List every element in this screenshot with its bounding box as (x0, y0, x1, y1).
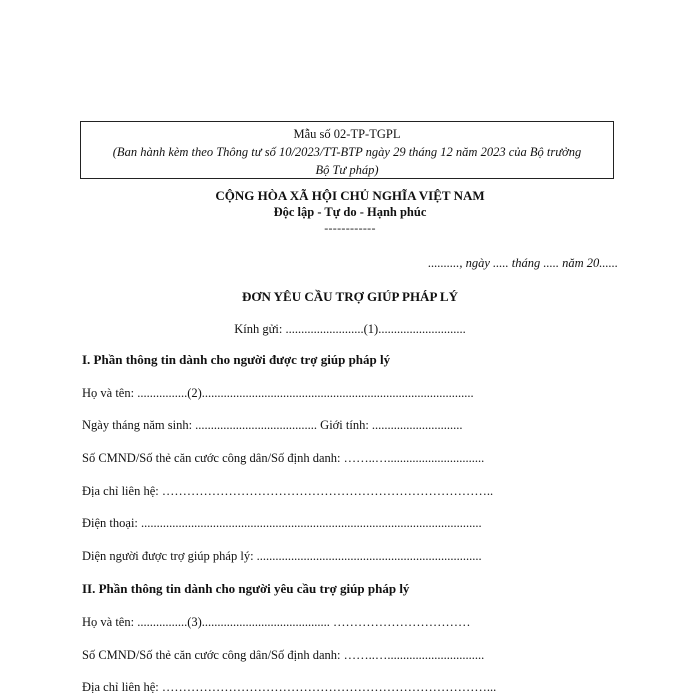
section2-id-number-field: Số CMND/Số thẻ căn cước công dân/Số định danh: ……..…............................... (82, 648, 485, 662)
section2-title: II. Phần thông tin dành cho người yêu cầu trợ giúp pháp lý (82, 581, 410, 596)
country-name: CỘNG HÒA XÃ HỘI CHỦ NGHĨA VIỆT NAM (215, 188, 485, 203)
section2-full-name-field: Họ và tên: ................(3)......................................... …………………………… (82, 615, 471, 629)
section1-address-field: Địa chỉ liên hệ: …………………………………………………………………….. (82, 484, 494, 498)
section1-birth-gender-field: Ngày tháng năm sinh: ....................................... Giới tính: ............................. (82, 418, 463, 432)
section1-full-name-field: Họ và tên: ................(2)....................................................................................... (82, 386, 474, 400)
national-motto: Độc lập - Tự do - Hạnh phúc (273, 205, 427, 219)
section1-phone-field: Điện thoại: ............................................................................................................. (82, 516, 482, 530)
section1-id-number-field: Số CMND/Số thẻ căn cước công dân/Số định danh: ……..…............................... (82, 451, 485, 465)
form-header-box (80, 121, 614, 179)
date-place-line: .........., ngày ..... tháng ..... năm 20...... (428, 256, 618, 270)
section2-address-field: Địa chỉ liên hệ: ……………………………………………………………………... (82, 680, 497, 694)
section1-title: I. Phần thông tin dành cho người được trợ giúp pháp lý (82, 352, 391, 367)
recipient-line: Kính gửi: .........................(1)............................ (234, 322, 466, 336)
issued-note-line1: (Ban hành kèm theo Thông tư số 10/2023/TT-BTP ngày 29 tháng 12 năm 2023 của Bộ trưởng (112, 145, 582, 159)
document-title: ĐƠN YÊU CẦU TRỢ GIÚP PHÁP LÝ (242, 289, 458, 304)
motto-divider: ------------ (324, 221, 376, 235)
issued-note-line2: Bộ Tư pháp) (315, 163, 379, 177)
section1-beneficiary-type-field: Diện người được trợ giúp pháp lý: ........................................................................ (82, 549, 482, 563)
form-number: Mẫu số 02-TP-TGPL (293, 127, 401, 141)
